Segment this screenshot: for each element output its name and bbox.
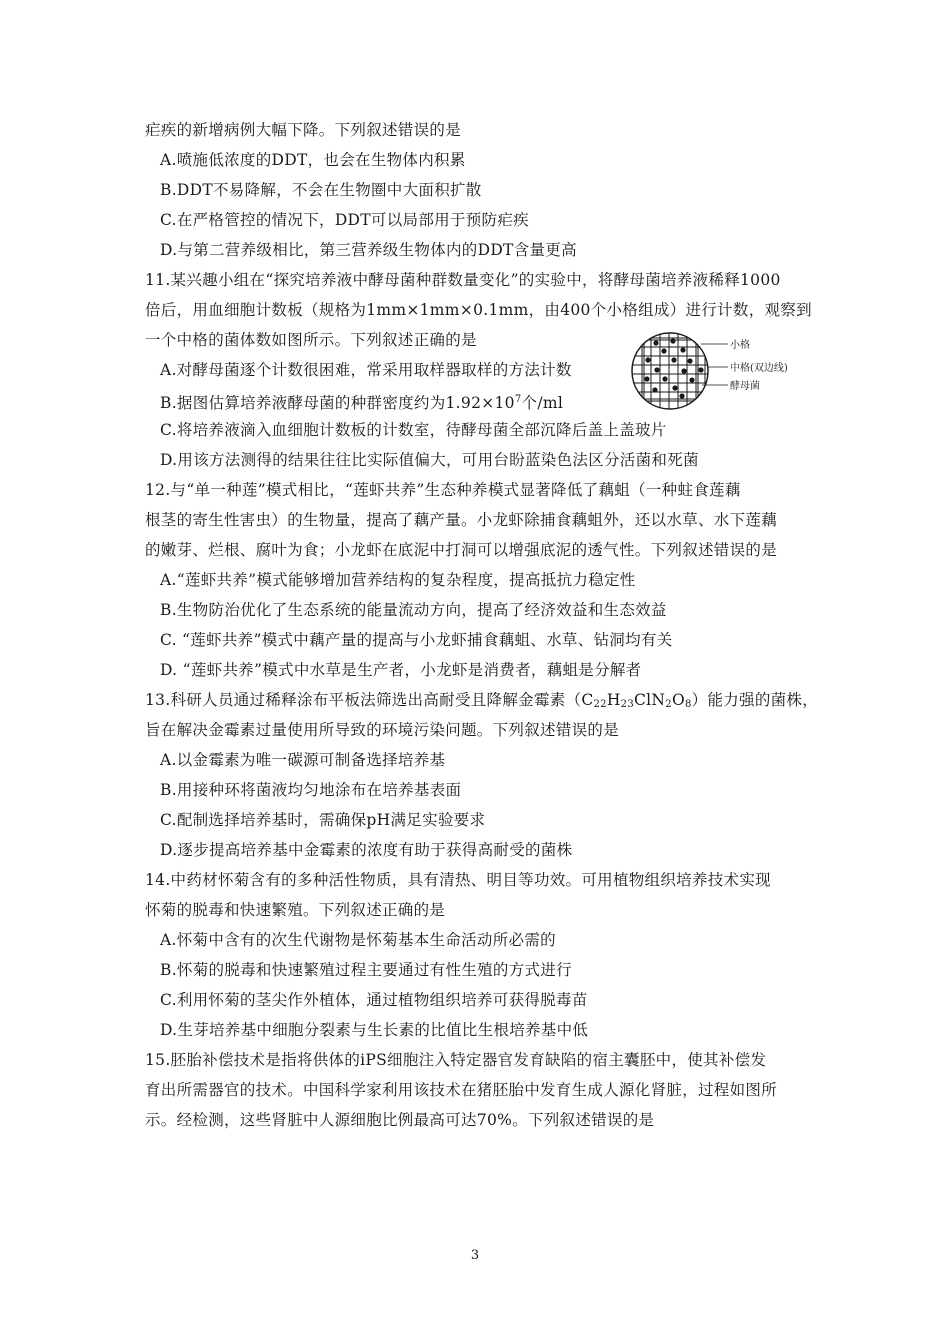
q13-option-a: A.以金霉素为唯一碳源可制备选择培养基 (160, 751, 446, 769)
q14-option-c: C.利用怀菊的茎尖作外植体，通过植物组织培养可获得脱毒苗 (160, 991, 588, 1009)
q11-stem-line1: 11.某兴趣小组在“探究培养液中酵母菌种群数量变化”的实验中，将酵母菌培养液稀释1000 (145, 271, 781, 289)
q15-stem-line3: 示。经检测，这些肾脏中人源细胞比例最高可达70%。下列叙述错误的是 (145, 1111, 655, 1129)
q12-option-a: A.“莲虾共养”模式能够增加营养结构的复杂程度，提高抵抗力稳定性 (160, 571, 636, 589)
q13-option-d: D.逐步提高培养基中金霉素的浓度有助于获得高耐受的菌株 (160, 841, 573, 859)
q10-option-a: A.喷施低浓度的DDT，也会在生物体内积累 (160, 151, 466, 169)
q11-option-b-text: B.据图估算培养液酵母菌的种群密度约为1.92×10 (160, 394, 515, 412)
q14-stem-line2: 怀菊的脱毒和快速繁殖。下列叙述正确的是 (145, 901, 446, 919)
q12-stem-line3: 的嫩芽、烂根、腐叶为食；小龙虾在底泥中打洞可以增强底泥的透气性。下列叙述错误的是 (145, 541, 778, 559)
q13-stem-text: 13.科研人员通过稀释涂布平板法筛选出高耐受且降解金霉素（C (145, 691, 594, 709)
q14-stem-line1: 14.中药材怀菊含有的多种活性物质，具有清热、明目等功效。可用植物组织培养技术实现 (145, 871, 771, 889)
q11-option-b (160, 390, 563, 413)
formula-sub-3: 2 (665, 699, 672, 710)
q13-option-b: B.用接种环将菌液均匀地涂布在培养基表面 (160, 781, 462, 799)
q12-option-d: D. “莲虾共养”模式中水草是生产者，小龙虾是消费者，藕蛆是分解者 (160, 661, 642, 679)
label-middle-grid: 中格(双边线) (730, 363, 788, 374)
q11-option-b-unit: 个/ml (521, 394, 564, 412)
q13-stem-line2: 旨在解决金霉素过量使用所导致的环境污染问题。下列叙述错误的是 (145, 721, 620, 739)
formula-sub-2: 23 (620, 699, 634, 710)
q11-option-d: D.用该方法测得的结果往往比实际值偏大，可用台盼蓝染色法区分活菌和死菌 (160, 451, 699, 469)
q13-option-c: C.配制选择培养基时，需确保pH满足实验要求 (160, 811, 486, 829)
q11-option-a: A.对酵母菌逐个计数很困难，常采用取样器取样的方法计数 (160, 361, 572, 379)
q10-option-b: B.DDT不易降解，不会在生物圈中大面积扩散 (160, 181, 482, 199)
q11-stem-line3: 一个中格的菌体数如图所示。下列叙述正确的是 (145, 331, 477, 349)
q14-option-b: B.怀菊的脱毒和快速繁殖过程主要通过有性生殖的方式进行 (160, 961, 572, 979)
q13-stem-text-end: ）能力强的菌株， (691, 691, 819, 709)
label-yeast: 酵母菌 (730, 381, 760, 392)
q11-stem-line2: 倍后，用血细胞计数板（规格为1mm×1mm×0.1mm，由400个小格组成）进行计数，观察到 (145, 301, 812, 319)
hemocytometer-figure (628, 330, 808, 412)
q10-option-c: C.在严格管控的情况下，DDT可以局部用于预防疟疾 (160, 211, 529, 229)
formula-sub-4: 8 (684, 699, 692, 710)
formula-sub-1: 22 (593, 699, 607, 710)
q10-stem-end: 疟疾的新增病例大幅下降。下列叙述错误的是 (145, 121, 462, 139)
q12-option-b: B.生物防治优化了生态系统的能量流动方向，提高了经济效益和生态效益 (160, 601, 667, 619)
q15-stem-line1: 15.胚胎补偿技术是指将供体的iPS细胞注入特定器官发育缺陷的宿主囊胚中，使其补偿发 (145, 1051, 767, 1069)
q13-stem-line1 (145, 690, 818, 715)
q12-stem-line2: 根茎的寄生性害虫）的生物量，提高了藕产量。小龙虾除捕食藕蛆外，还以水草、水下莲藕 (145, 511, 778, 529)
q11-option-c: C.将培养液滴入血细胞计数板的计数室，待酵母菌全部沉降后盖上盖玻片 (160, 421, 667, 439)
page-number: 3 (470, 1248, 480, 1263)
label-small-grid: 小格 (730, 340, 750, 351)
q10-option-d: D.与第二营养级相比，第三营养级生物体内的DDT含量更高 (160, 241, 577, 259)
formula-o: O (671, 691, 685, 709)
q15-stem-line2: 育出所需器官的技术。中国科学家利用该技术在猪胚胎中发育生成人源化肾脏，过程如图所 (145, 1081, 778, 1099)
formula-cln: ClN (634, 691, 666, 709)
field-circle (632, 333, 708, 409)
formula-h: H (606, 691, 621, 709)
q11-option-b-exponent: 7 (514, 394, 522, 405)
q14-option-d: D.生芽培养基中细胞分裂素与生长素的比值比生根培养基中低 (160, 1021, 589, 1039)
q14-option-a: A.怀菊中含有的次生代谢物是怀菊基本生命活动所必需的 (160, 931, 556, 949)
q12-stem-line1: 12.与“单一种莲”模式相比，“莲虾共养”生态种养模式显著降低了藕蛆（一种蛀食莲藕 (145, 481, 741, 499)
q12-option-c: C. “莲虾共养”模式中藕产量的提高与小龙虾捕食藕蛆、水草、钻洞均有关 (160, 631, 673, 649)
